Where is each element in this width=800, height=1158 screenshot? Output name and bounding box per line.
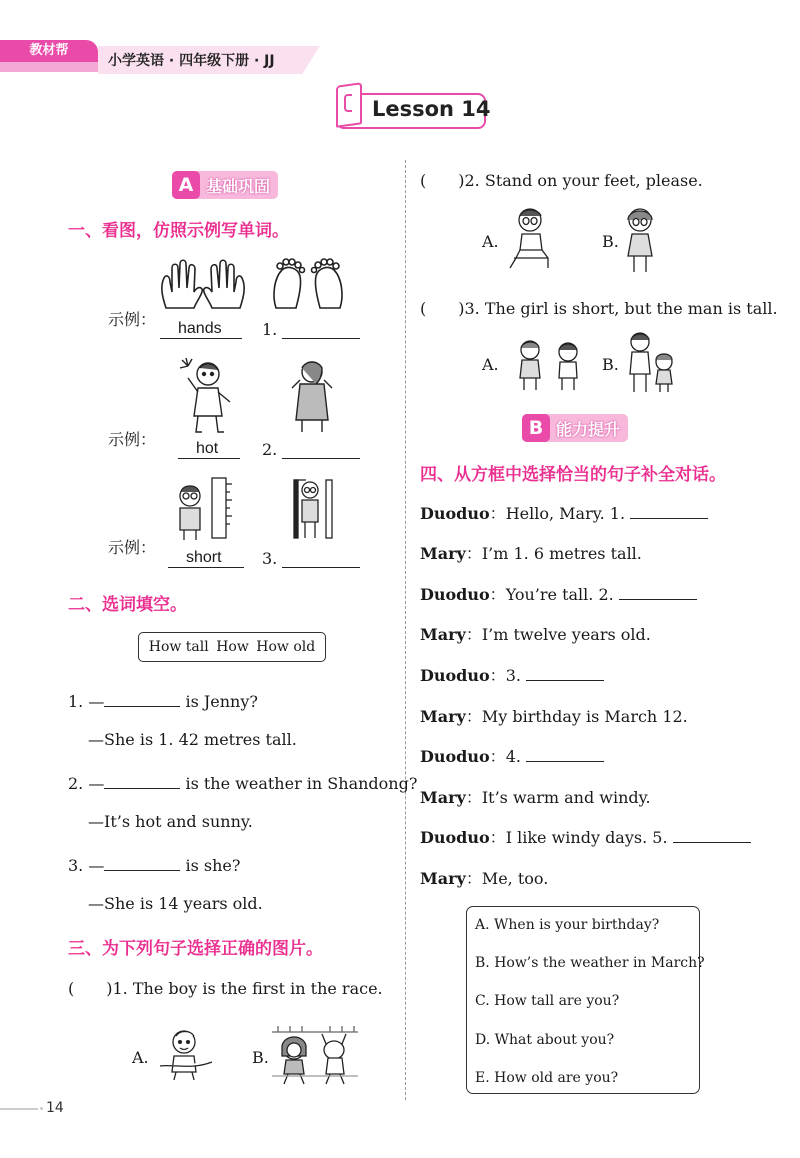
example-label-1: 示例：	[108, 310, 157, 329]
dialogue-blank-2[interactable]	[619, 582, 697, 600]
example-word-2: hot	[196, 440, 219, 457]
dialogue-text-7: 4.	[505, 747, 521, 766]
dialogue-line-10	[420, 866, 548, 889]
colon: ：	[465, 625, 482, 644]
section-b-label: 能力提升	[556, 419, 621, 439]
speaker-mary: Mary	[420, 544, 466, 563]
dialogue-text-10: Me, too.	[481, 869, 549, 888]
hot-girl-picture	[178, 358, 238, 436]
example-underline-3	[168, 567, 244, 568]
fill-question-2	[68, 771, 417, 793]
tall-boy-picture	[292, 474, 336, 542]
race-boy-picture[interactable]	[158, 1026, 214, 1082]
fill-blank-2[interactable]	[104, 771, 180, 789]
fill-num-1: 1.	[68, 692, 84, 711]
section-a-letter: A	[172, 171, 200, 199]
dialogue-line-5	[420, 663, 604, 686]
fill-dash-3: —	[88, 856, 105, 875]
choice-bracket-2[interactable]: ( )	[420, 171, 465, 190]
word-box	[138, 632, 326, 662]
part4-heading: 四、从方框中选择恰当的句子补全对话。	[420, 465, 726, 485]
fill-dash-2: —	[88, 774, 105, 793]
example-label-3: 示例：	[108, 538, 157, 557]
colon: ：	[465, 707, 482, 726]
man-and-girl-picture[interactable]	[624, 330, 680, 394]
colon: ：	[489, 585, 506, 604]
section-b-letter: B	[522, 414, 550, 442]
dialogue-blank-3[interactable]	[526, 663, 604, 681]
speaker-duoduo: Duoduo	[420, 504, 490, 523]
option-d: D. What about you?	[475, 1032, 615, 1048]
standing-girl-picture[interactable]	[622, 206, 662, 276]
answer-number-3: 3.	[262, 549, 278, 568]
option-e: E. How old are you?	[475, 1070, 619, 1086]
section-b-badge	[522, 414, 628, 442]
dialogue-blank-4[interactable]	[526, 744, 604, 762]
colon: ：	[465, 544, 482, 563]
dialogue-text-4: I’m twelve years old.	[481, 625, 651, 644]
speaker-duoduo: Duoduo	[420, 747, 490, 766]
book-icon-spine	[344, 94, 352, 112]
answer-blank-1[interactable]	[282, 338, 360, 339]
header-tag: 教材帮	[0, 40, 98, 62]
two-kids-picture[interactable]	[512, 338, 586, 392]
choice-text-3: 3. The girl is short, but the man is tall.	[464, 299, 778, 318]
speaker-mary: Mary	[420, 625, 466, 644]
fill-blank-3[interactable]	[104, 853, 180, 871]
dialogue-text-5: 3.	[505, 666, 521, 685]
speaker-mary: Mary	[420, 707, 466, 726]
example-underline-1	[160, 338, 242, 339]
example-word-1: hands	[178, 320, 222, 337]
colon: ：	[489, 828, 506, 847]
fill-dash-1: —	[88, 692, 105, 711]
answer-blank-2[interactable]	[282, 458, 360, 459]
choice-2-label-b: B.	[602, 232, 619, 251]
dialogue-blank-1[interactable]	[630, 501, 708, 519]
speaker-duoduo: Duoduo	[420, 828, 490, 847]
dialogue-line-8	[420, 785, 651, 808]
fill-rest-3: is she?	[185, 856, 241, 875]
fill-answer-2: —It’s hot and sunny.	[88, 812, 253, 831]
fill-question-1	[68, 689, 258, 711]
colon: ：	[489, 666, 506, 685]
choice-text-1: 1. The boy is the first in the race.	[112, 979, 383, 998]
colon: ：	[489, 504, 506, 523]
column-divider	[405, 160, 406, 1100]
word-option-2: How	[216, 639, 249, 655]
part2-heading: 二、选词填空。	[68, 595, 187, 615]
choice-item-1	[68, 976, 383, 999]
choice-3-label-b: B.	[602, 355, 619, 374]
option-a: A. When is your birthday?	[475, 917, 660, 933]
fill-rest-2: is the weather in Shandong?	[185, 774, 418, 793]
dialogue-text-1: Hello, Mary. 1.	[505, 504, 626, 523]
colon: ：	[489, 747, 506, 766]
choice-1-label-b: B.	[252, 1048, 269, 1067]
header-title: 小学英语 · 四年级下册 · JJ	[108, 53, 275, 69]
race-girl-dog-picture[interactable]	[272, 1024, 358, 1086]
speaker-mary: Mary	[420, 869, 466, 888]
word-option-1: How tall	[148, 639, 209, 655]
word-option-3: How old	[256, 639, 316, 655]
dialogue-blank-5[interactable]	[673, 825, 751, 843]
colon: ：	[465, 788, 482, 807]
page-number-dot	[40, 1107, 43, 1110]
option-c: C. How tall are you?	[475, 993, 620, 1009]
answer-blank-3[interactable]	[282, 567, 360, 568]
choice-1-label-a: A.	[132, 1048, 149, 1067]
choice-bracket-1[interactable]: ( )	[68, 979, 113, 998]
dialogue-text-9: I like windy days. 5.	[505, 828, 668, 847]
option-b: B. How’s the weather in March?	[475, 955, 705, 971]
dialogue-text-2: I’m 1. 6 metres tall.	[481, 544, 642, 563]
cold-girl-picture	[288, 358, 338, 436]
sitting-boy-picture[interactable]	[508, 206, 554, 272]
dialogue-line-7	[420, 744, 604, 767]
dialogue-line-1	[420, 501, 708, 524]
fill-answer-3: —She is 14 years old.	[88, 894, 263, 913]
dialogue-line-4	[420, 622, 651, 645]
dialogue-line-2	[420, 541, 642, 564]
short-boy-picture	[172, 474, 244, 542]
fill-rest-1: is Jenny?	[185, 692, 258, 711]
choice-text-2: 2. Stand on your feet, please.	[464, 171, 703, 190]
choice-3-label-a: A.	[482, 355, 499, 374]
fill-num-2: 2.	[68, 774, 84, 793]
part3-heading: 三、为下列句子选择正确的图片。	[68, 939, 323, 959]
example-underline-2	[178, 458, 240, 459]
header-band	[0, 62, 98, 72]
section-a-badge	[172, 171, 278, 199]
dialogue-text-8: It’s warm and windy.	[481, 788, 651, 807]
options-box	[466, 906, 705, 1094]
fill-question-3	[68, 853, 240, 875]
hands-picture	[158, 258, 248, 318]
speaker-duoduo: Duoduo	[420, 585, 490, 604]
page-number-rule	[0, 1108, 38, 1110]
feet-picture	[268, 256, 358, 316]
choice-item-2	[420, 168, 703, 191]
answer-number-2: 2.	[262, 440, 278, 459]
choice-2-label-a: A.	[482, 232, 499, 251]
page-number: 14	[46, 1100, 64, 1116]
choice-item-3	[420, 296, 778, 319]
fill-num-3: 3.	[68, 856, 84, 875]
choice-bracket-3[interactable]: ( )	[420, 299, 465, 318]
dialogue-line-9	[420, 825, 751, 848]
part1-heading: 一、看图，仿照示例写单词。	[68, 221, 289, 241]
dialogue-text-6: My birthday is March 12.	[481, 707, 688, 726]
section-a-label: 基础巩固	[206, 176, 271, 196]
dialogue-line-6	[420, 704, 688, 727]
fill-blank-1[interactable]	[104, 689, 180, 707]
answer-number-1: 1.	[262, 320, 278, 339]
speaker-duoduo: Duoduo	[420, 666, 490, 685]
colon: ：	[465, 869, 482, 888]
dialogue-line-3	[420, 582, 697, 605]
example-word-3: short	[186, 549, 222, 566]
dialogue-text-3: You’re tall. 2.	[505, 585, 614, 604]
fill-answer-1: —She is 1. 42 metres tall.	[88, 730, 297, 749]
lesson-title: Lesson 14	[372, 97, 491, 121]
example-label-2: 示例：	[108, 430, 157, 449]
speaker-mary: Mary	[420, 788, 466, 807]
